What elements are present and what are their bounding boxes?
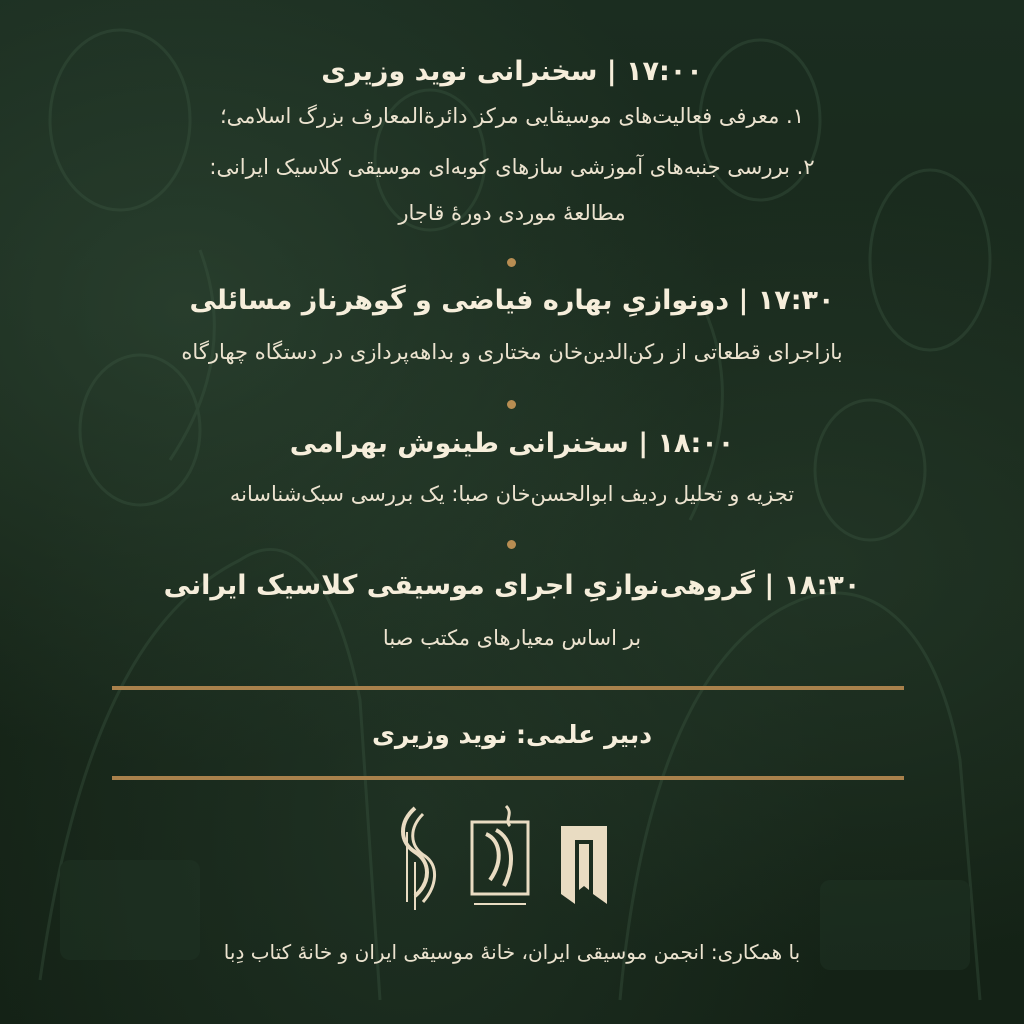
divider-top — [112, 686, 904, 690]
divider-bottom — [112, 776, 904, 780]
session-1-line-2: ۲. بررسی جنبه‌های آموزشی سازهای کوبه‌ای موسیقی کلاسیک ایرانی: — [209, 155, 815, 179]
session-1-title: ۱۷:۰۰ | سخنرانی نوید وزیری — [321, 56, 703, 87]
scientific-secretary: دبیر علمی: نوید وزیری — [371, 720, 653, 749]
separator-dot — [507, 258, 516, 267]
music-house-logo-icon — [460, 800, 540, 920]
music-society-logo-icon — [385, 802, 445, 917]
session-4-line-1: بر اساس معیارهای مکتب صبا — [382, 626, 642, 650]
session-2-line-1: بازاجرای قطعاتی از رکن‌الدین‌خان مختاری و بداهه‌پردازی در دستگاه چهارگاه — [181, 340, 843, 364]
book-house-logo-icon — [555, 820, 613, 910]
session-1-line-1: ۱. معرفی فعالیت‌های موسیقایی مرکز دائرةالمعارف بزرگ اسلامی؛ — [219, 104, 805, 128]
separator-dot — [507, 400, 516, 409]
session-3-line-1: تجزیه و تحلیل ردیف ابوالحسن‌خان صبا: یک بررسی سبک‌شناسانه — [229, 482, 795, 506]
separator-dot — [507, 540, 516, 549]
session-3-title: ۱۸:۰۰ | سخنرانی طینوش بهرامی — [289, 428, 735, 459]
session-1-line-3: مطالعهٔ موردی دورهٔ قاجار — [398, 201, 626, 225]
session-4-title: ۱۸:۳۰ | گروهی‌نوازیِ اجرای موسیقی کلاسیک ایرانی — [163, 570, 861, 601]
collaboration-credit: با همکاری: انجمن موسیقی ایران، خانهٔ موسیقی ایران و خانهٔ کتاب دِبا — [223, 940, 801, 964]
session-2-title: ۱۷:۳۰ | دونوازیِ بهاره فیاضی و گوهرناز مسائلی — [189, 285, 835, 316]
partner-logos — [0, 800, 1024, 920]
